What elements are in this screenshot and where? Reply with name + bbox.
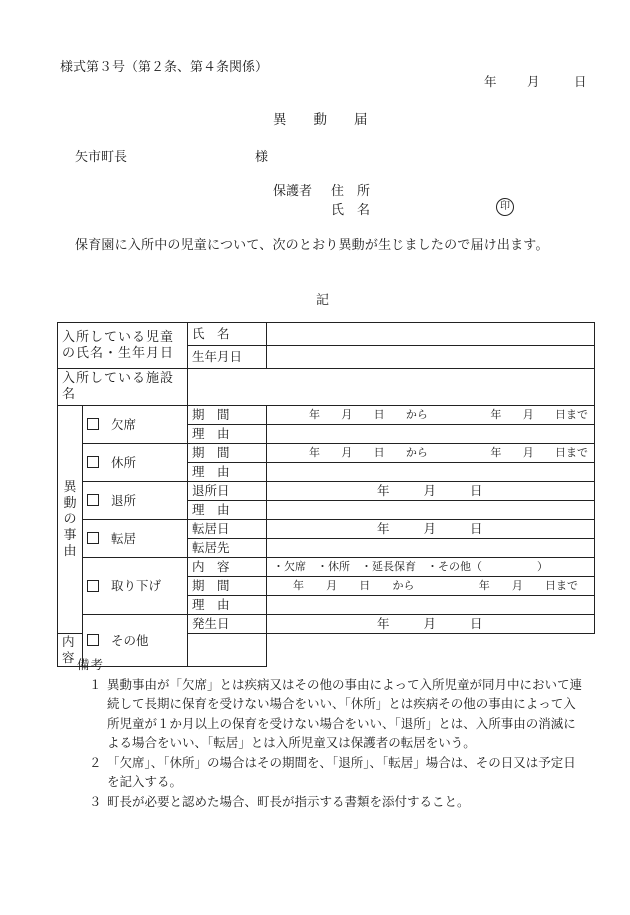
cancel-content-label: 内 容 — [188, 558, 267, 577]
note-text: 異動事由が「欠席」とは疾病又はその他の事由によって入所児童が同月中において連続して長期に保育を受けない場合をいい、「休所」とは疾病その他の事由によって入所児童が１か月以上の保育を受けない場合をいい、「退所」とは、入所事由の消滅による場合をいい、「転居」とは入所児童又は保護者の転居をいう。 — [107, 676, 583, 750]
date-year: 年 — [377, 616, 390, 631]
range-until: 日まで — [545, 579, 578, 592]
leave-reason-label: 理 由 — [188, 463, 267, 482]
child-birth-label: 生年月日 — [188, 346, 267, 369]
range-month: 月 — [326, 579, 338, 592]
cancel-content-field[interactable] — [267, 558, 595, 577]
notes-section — [77, 655, 587, 811]
seal-icon — [496, 198, 514, 216]
leave-reason-field[interactable] — [267, 463, 595, 482]
absence-period-label: 期 間 — [188, 406, 267, 425]
date-year: 年 — [484, 74, 497, 89]
leave-period-field[interactable] — [267, 444, 595, 463]
absence-label: 欠席 — [111, 416, 137, 432]
addressee-honorific: 様 — [255, 150, 269, 165]
range-from: から — [405, 408, 428, 421]
cancel-reason-label: 理 由 — [188, 596, 267, 615]
child-name-label: 氏 名 — [188, 323, 267, 346]
range-month: 月 — [341, 408, 353, 421]
other-content-label: 内 容 — [58, 634, 83, 667]
note-item — [77, 675, 587, 753]
move-label: 転居 — [111, 530, 137, 546]
event-char: 動 — [63, 495, 77, 511]
range-year: 年 — [490, 446, 502, 459]
range-from: から — [405, 446, 428, 459]
addressee-name: 矢市町長 — [75, 150, 128, 165]
date-month: 月 — [423, 483, 437, 498]
notes-title: 備考 — [77, 657, 105, 672]
note-item — [77, 792, 587, 812]
date-month: 月 — [527, 74, 540, 89]
other-date-field[interactable] — [267, 615, 595, 634]
event-char: 事 — [63, 527, 77, 543]
cancel-content-options: ・欠席 ・休所 ・延長保育 ・その他（ ） — [273, 560, 549, 573]
event-header — [58, 406, 83, 634]
event-char: 異 — [63, 479, 77, 495]
child-header: 入所している児童の氏名・生年月日 — [58, 323, 188, 369]
withdraw-label: 退所 — [111, 492, 137, 508]
guardian-label: 保護者 — [273, 184, 313, 199]
event-char: の — [63, 511, 77, 527]
range-year: 年 — [490, 408, 502, 421]
cancel-period-label: 期 間 — [188, 577, 267, 596]
range-until: 日まで — [554, 446, 588, 459]
ki-heading: 記 — [316, 293, 330, 308]
guardian-address-label: 住 所 — [331, 184, 371, 199]
child-birth-field[interactable] — [267, 346, 595, 369]
move-date-label: 転居日 — [188, 520, 267, 539]
move-option[interactable] — [83, 520, 188, 558]
absence-reason-label: 理 由 — [188, 425, 267, 444]
note-number: ３ — [89, 793, 102, 809]
note-number: １ — [89, 676, 102, 692]
range-year: 年 — [293, 579, 305, 592]
intro-paragraph: 保育園に入所中の児童について、次のとおり異動が生じましたので届け出ます。 — [75, 238, 549, 253]
date-day: 日 — [574, 74, 587, 89]
date-range — [271, 407, 590, 423]
checkbox[interactable] — [87, 418, 99, 430]
range-year: 年 — [478, 579, 490, 592]
seal-char: 印 — [500, 201, 510, 212]
leave-label: 休所 — [111, 454, 137, 470]
range-month: 月 — [522, 446, 534, 459]
withdraw-date-label: 退所日 — [188, 482, 267, 501]
checkbox[interactable] — [87, 634, 99, 646]
document-title: 異 動 届 — [273, 112, 368, 128]
move-dest-field[interactable] — [267, 539, 595, 558]
range-from: から — [392, 579, 415, 592]
move-date-field[interactable] — [267, 520, 595, 539]
range-year: 年 — [309, 408, 321, 421]
date-day: 日 — [470, 521, 483, 536]
cancel-reason-field[interactable] — [267, 596, 595, 615]
checkbox[interactable] — [87, 532, 99, 544]
date-day: 日 — [470, 483, 483, 498]
leave-option[interactable] — [83, 444, 188, 482]
range-month: 月 — [522, 408, 534, 421]
leave-period-label: 期 間 — [188, 444, 267, 463]
cancel-period-field[interactable] — [267, 577, 595, 596]
facility-header: 入所している施設名 — [58, 369, 188, 406]
withdraw-reason-label: 理 由 — [188, 501, 267, 520]
checkbox[interactable] — [87, 494, 99, 506]
date-year: 年 — [377, 483, 390, 498]
cancel-label: 取り下げ — [111, 578, 162, 593]
range-day: 日 — [373, 408, 385, 421]
change-form-table — [57, 322, 595, 667]
note-item — [77, 753, 587, 792]
range-month: 月 — [511, 579, 523, 592]
range-day: 日 — [373, 446, 385, 459]
child-name-field[interactable] — [267, 323, 595, 346]
event-char: 由 — [63, 543, 77, 559]
note-text: 町長が必要と認めた場合、町長が指示する書類を添付すること。 — [107, 793, 470, 809]
checkbox[interactable] — [87, 580, 99, 592]
date-month: 月 — [423, 616, 437, 631]
date-month: 月 — [423, 521, 437, 536]
date-day: 日 — [470, 616, 483, 631]
other-date-label: 発生日 — [188, 615, 267, 634]
checkbox[interactable] — [87, 456, 99, 468]
note-text: 「欠席」、「休所」の場合はその期間を、「退所」、「転居」場合は、その日又は予定日を記入する。 — [107, 754, 576, 789]
withdraw-reason-field[interactable] — [267, 501, 595, 520]
date-year: 年 — [377, 521, 390, 536]
absence-option[interactable] — [83, 406, 188, 444]
range-day: 日 — [359, 579, 371, 592]
absence-reason-field[interactable] — [267, 425, 595, 444]
move-dest-label: 転居先 — [188, 539, 267, 558]
range-year: 年 — [309, 446, 321, 459]
note-number: ２ — [89, 754, 102, 770]
date-range — [271, 445, 590, 461]
absence-period-field[interactable] — [267, 406, 595, 425]
cancel-option[interactable] — [83, 558, 188, 615]
withdraw-option[interactable] — [83, 482, 188, 520]
date-range — [271, 578, 590, 594]
facility-field[interactable] — [188, 369, 595, 406]
form-number: 様式第３号（第２条、第４条関係） — [60, 60, 269, 75]
guardian-name-label: 氏 名 — [331, 203, 371, 218]
range-month: 月 — [341, 446, 353, 459]
withdraw-date-field[interactable] — [267, 482, 595, 501]
range-until: 日まで — [554, 408, 588, 421]
other-label: その他 — [111, 632, 149, 648]
